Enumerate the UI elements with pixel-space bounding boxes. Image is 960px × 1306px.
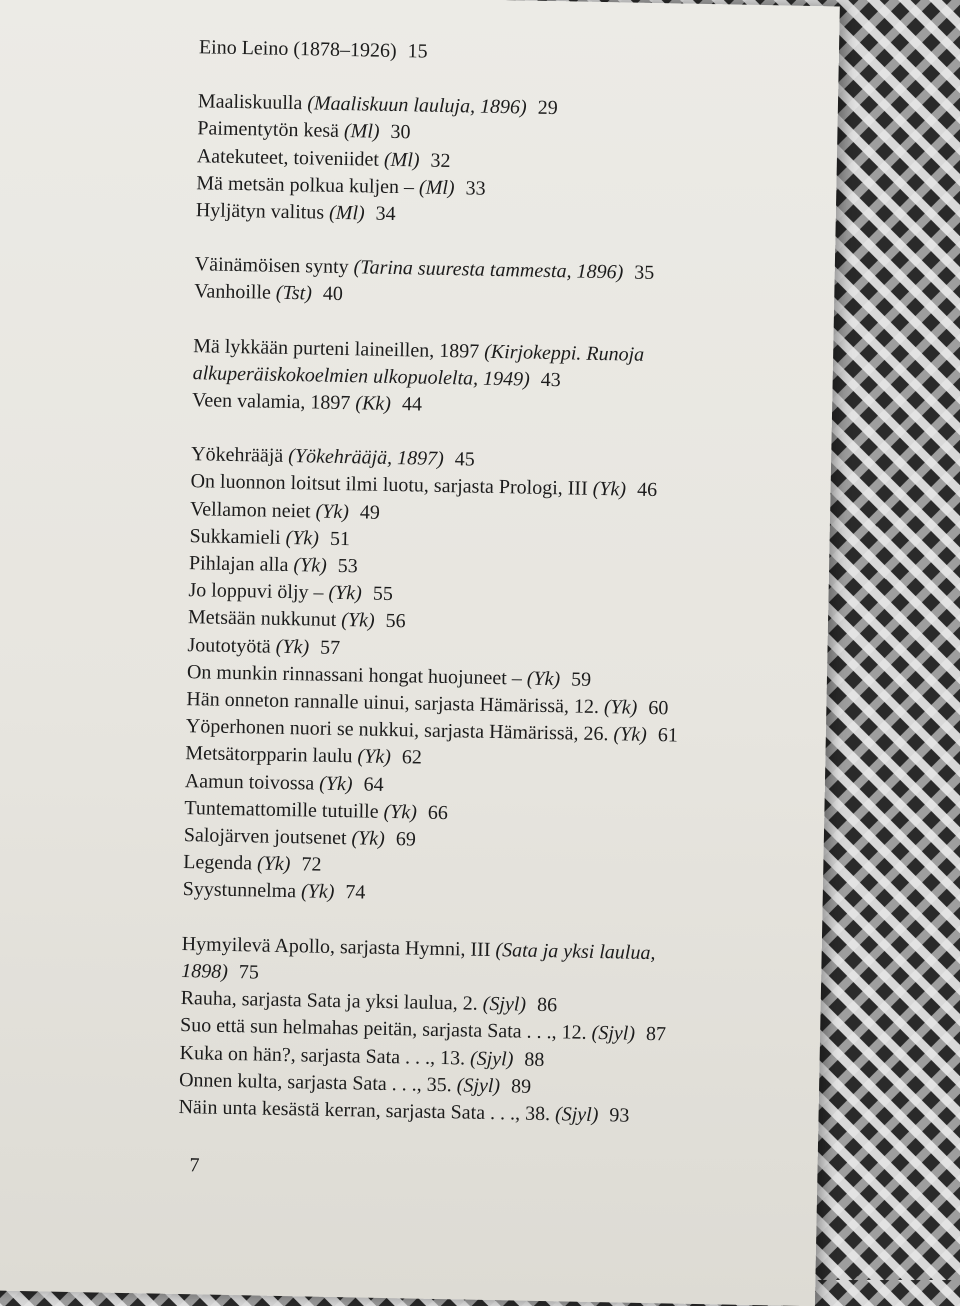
entry-title: Joutotyötä [187, 634, 271, 658]
entry-title: Vanhoille [194, 281, 271, 304]
entry-title: Vellamon neiet [190, 498, 311, 522]
entry-source: (Yk) [276, 635, 310, 658]
entry-source: (Tarina suuresta tammesta, 1896) [353, 256, 623, 283]
entry-title: Metsään nukkunut [188, 607, 337, 632]
entry-title: On luonnon loitsut ilmi luotu, sarjasta Prologi, III [190, 471, 588, 501]
toc-section [182, 441, 791, 915]
entry-source: (Sjyl) [555, 1103, 599, 1126]
entry-title: Maaliskuulla [198, 90, 303, 114]
entry-page: 33 [465, 177, 485, 199]
entry-page: 66 [428, 802, 448, 824]
entry-page: 69 [396, 828, 416, 850]
entry-page: 55 [373, 583, 393, 605]
entry-source: (Yk) [341, 610, 375, 633]
entry-source: (Ml) [384, 148, 420, 171]
entry-page: 51 [330, 528, 350, 550]
entry-source: (Ml) [329, 202, 365, 225]
entry-title: Tuntemattomille tutuille [184, 797, 379, 823]
entry-page: 64 [363, 773, 383, 795]
entry-page: 44 [402, 393, 422, 415]
entry-source: (Tst) [276, 282, 312, 305]
entry-title: Rauha, sarjasta Sata ja yksi laulua, 2. [180, 987, 478, 1015]
entry-page: 86 [537, 994, 557, 1016]
entry-page: 30 [390, 121, 410, 143]
entry-title: Veen valamia, 1897 [192, 389, 351, 414]
entry-source: (Yk) [301, 881, 335, 904]
entry-source: (Yk) [383, 801, 417, 824]
table-of-contents [178, 34, 799, 1159]
entry-page: 75 [239, 961, 259, 983]
entry-page: 46 [637, 479, 657, 501]
entry-title: On munkin rinnassani hongat huojuneet – [187, 661, 522, 689]
entry-page: 74 [345, 882, 365, 904]
entry-source: (Yk) [328, 582, 362, 605]
entry-page: 29 [538, 97, 558, 119]
toc-section [194, 251, 795, 317]
entry-source: alkuperäiskokoelmien ulkopuolelta, 1949) [192, 362, 530, 390]
entry-page: 35 [634, 262, 654, 284]
entry-title: Väinämöisen synty [195, 253, 349, 278]
entry-page: 88 [524, 1048, 544, 1070]
entry-page: 43 [541, 369, 561, 391]
entry-page: 72 [301, 854, 321, 876]
entry-title: Kuka on hän?, sarjasta Sata . . ., 13. [179, 1042, 465, 1069]
entry-title: Suo että sun helmahas peitän, sarjasta Sata . . ., 12. [180, 1014, 587, 1044]
entry-source: (Yk) [613, 724, 647, 747]
entry-source: (Yk) [293, 554, 327, 577]
entry-title: Näin unta kesästä kerran, sarjasta Sata . . ., 38. [178, 1096, 550, 1125]
entry-source: (Yk) [357, 746, 391, 769]
entry-source: (Sjyl) [470, 1047, 514, 1070]
entry-page: 93 [609, 1104, 629, 1126]
entry-title: Paimentytön kesä [197, 118, 339, 143]
entry-title: Yöperhonen nuori se nukkui, sarjasta Hämärissä, 26. [186, 715, 609, 745]
entry-source: 1898) [181, 960, 228, 983]
entry-page: 32 [430, 149, 450, 171]
toc-section [196, 88, 799, 236]
entry-page: 59 [571, 668, 591, 690]
entry-page: 49 [360, 501, 380, 523]
entry-title: Hän onneton rannalle uinui, sarjasta Hämärissä, 12. [186, 688, 599, 718]
entry-page: 89 [511, 1075, 531, 1097]
toc-section [178, 931, 782, 1133]
entry-source: (Kirjokeppi. Runoja [484, 340, 644, 365]
entry-title: Aatekuteet, toiveniidet [197, 145, 380, 170]
entry-title: Jo loppuvi öljy – [188, 579, 323, 604]
entry-page: 45 [455, 448, 475, 470]
entry-source: (Sjyl) [457, 1074, 501, 1097]
entry-source: (Yökehrääjä, 1897) [288, 445, 444, 470]
entry-source: (Maaliskuun lauluja, 1896) [307, 93, 527, 119]
entry-title: Eino Leino (1878–1926) [199, 36, 397, 62]
entry-source: (Yk) [257, 853, 291, 876]
entry-source: (Kk) [355, 392, 391, 415]
entry-title: Aamun toivossa [185, 770, 315, 794]
entry-source: (Sjyl) [483, 993, 527, 1016]
entry-source: (Ml) [419, 176, 455, 199]
toc-section [192, 333, 793, 426]
page-number: 7 [189, 1154, 199, 1177]
entry-page: 40 [323, 283, 343, 305]
entry-page: 15 [407, 40, 427, 62]
entry-source: (Yk) [285, 527, 319, 550]
toc-section [199, 34, 799, 73]
entry-title: Legenda [183, 851, 252, 874]
entry-page: 53 [338, 555, 358, 577]
entry-page: 56 [385, 610, 405, 632]
entry-source: (Yk) [604, 696, 638, 719]
entry-source: (Yk) [351, 827, 385, 850]
entry-page: 62 [402, 747, 422, 769]
entry-page: 87 [646, 1023, 666, 1045]
entry-title: Hymyilevä Apollo, sarjasta Hymni, III [182, 933, 491, 961]
toc-entry [199, 34, 799, 73]
entry-source: (Yk) [315, 500, 349, 523]
entry-source: (Yk) [319, 772, 353, 795]
entry-title: Sukkamieli [189, 525, 281, 549]
entry-title: Onnen kulta, sarjasta Sata . . ., 35. [179, 1069, 452, 1096]
entry-title: Metsätorpparin laulu [185, 743, 353, 768]
entry-page: 61 [658, 724, 678, 746]
entry-source: (Ml) [344, 120, 380, 143]
entry-page: 60 [648, 697, 668, 719]
entry-title: Mä metsän polkua kuljen – [196, 172, 414, 198]
entry-source: (Yk) [527, 667, 561, 690]
entry-title: Mä lykkään purteni laineillen, 1897 [193, 335, 479, 362]
entry-title: Salojärven joutsenet [184, 824, 347, 849]
entry-page: 57 [320, 636, 340, 658]
entry-source: (Yk) [593, 478, 627, 501]
entry-title: Syystunnelma [183, 879, 297, 903]
entry-title: Yökehrääjä [191, 443, 284, 467]
entry-title: Pihlajan alla [189, 552, 289, 576]
entry-title: Hyljätyn valitus [196, 199, 325, 223]
entry-source: (Sjyl) [591, 1022, 635, 1045]
entry-page: 34 [375, 203, 395, 225]
entry-source: (Sata ja yksi laulua, [495, 939, 655, 964]
